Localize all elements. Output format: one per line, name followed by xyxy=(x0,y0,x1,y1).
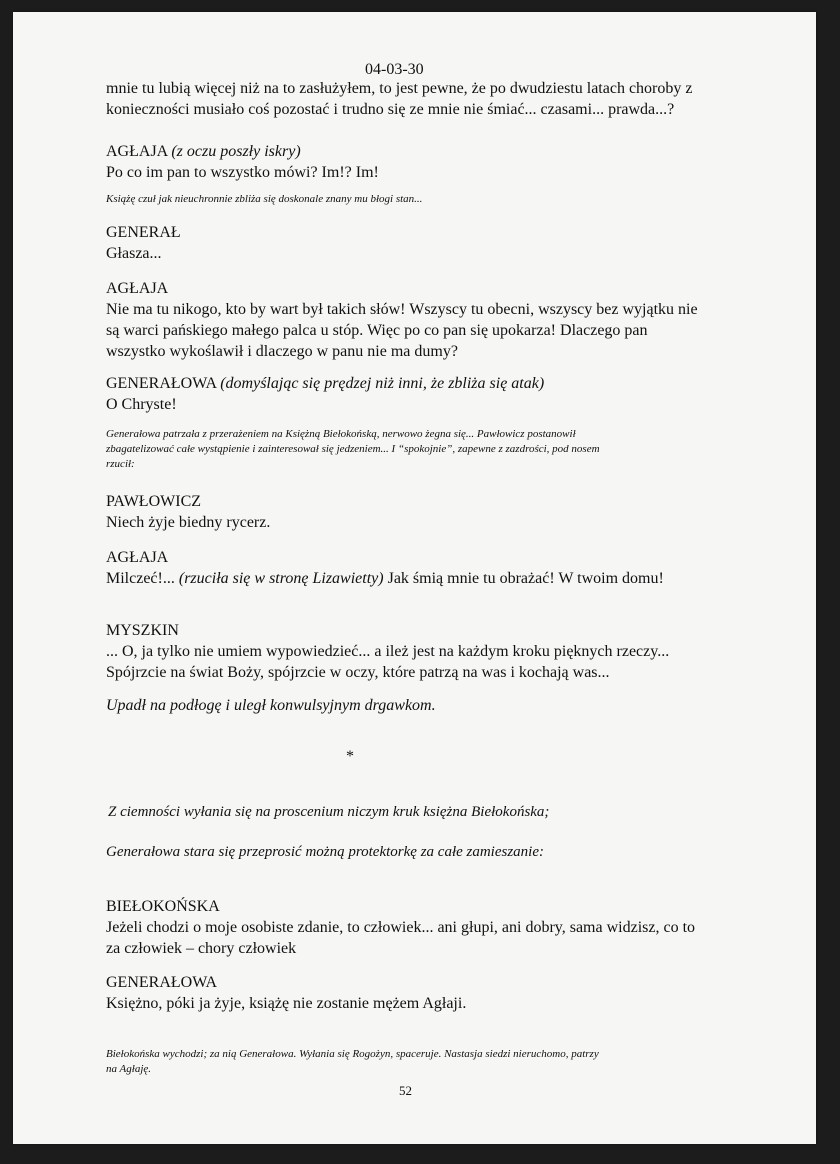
dialogue-generalowa-1 xyxy=(106,373,544,415)
dialogue-generalowa-2 xyxy=(106,972,466,1014)
dialogue-aglaja-3 xyxy=(106,547,664,589)
stage-note: Z ciemności wyłania się na proscenium niczym kruk księżna Biełokońska; xyxy=(108,804,550,820)
scene-separator: * xyxy=(346,748,354,765)
text-line: Nie ma tu nikogo, kto by wart był takich słów! Wszyscy tu obecni, wszyscy bez wyjątku nie xyxy=(106,301,698,318)
speaker-name: BIEŁOKOŃSKA xyxy=(106,898,220,915)
speaker-name: AGŁAJA xyxy=(106,280,169,297)
text-line: zbagatelizować całe wystąpienie i zainteresował się jedzeniem... I “spokojnie”, zapewne z zazdrości, pod nosem xyxy=(106,443,600,455)
stage-note: Książę czuł jak nieuchronnie zbliża się doskonale znany mu błogi stan... xyxy=(106,193,423,205)
stage-direction: (domyślając się prędzej niż inni, że zbliża się atak) xyxy=(220,375,545,392)
text-part: Jak śmią mnie tu obrażać! W twoim domu! xyxy=(387,570,664,587)
dialogue-aglaja-2 xyxy=(106,278,698,362)
stage-direction: (rzuciła się w stronę Lizawietty) xyxy=(178,570,384,587)
stage-note: Generałowa stara się przeprosić możną protektorkę za całe zamieszanie: xyxy=(106,844,545,860)
text-line: wszystko wykoślawił i dlaczego w panu nie ma dumy? xyxy=(106,343,458,360)
text-line: Jeżeli chodzi o moje osobiste zdanie, to człowiek... ani głupi, ani dobry, sama widzisz, co to xyxy=(106,919,696,936)
page-number: 52 xyxy=(399,1083,412,1098)
stage-note xyxy=(106,427,600,472)
stage-direction: (z oczu poszły iskry) xyxy=(171,143,301,160)
speaker-name: GENERAŁOWA xyxy=(106,974,218,991)
dialogue-bielokonska xyxy=(106,896,695,959)
speaker-name: GENERAŁ xyxy=(106,224,181,241)
text-line: Generałowa patrzała z przerażeniem na Księżną Biełokońską, nerwowo żegna się... Pawłowicz postanowił xyxy=(106,428,576,440)
document-page xyxy=(13,12,816,1144)
text-line: O Chryste! xyxy=(106,396,177,413)
page-date: 04-03-30 xyxy=(365,61,424,78)
speaker-name: MYSZKIN xyxy=(106,622,179,639)
text-line: na Agłaję. xyxy=(106,1063,152,1075)
dialogue-continuation xyxy=(106,78,692,120)
dialogue-aglaja-1 xyxy=(106,141,379,183)
text-line: Po co im pan to wszystko mówi? Im!? Im! xyxy=(106,164,379,181)
text-line: mnie tu lubią więcej niż na to zasłużyłem, to jest pewne, że po dwudziestu latach choroby z xyxy=(106,80,693,97)
text-line: za człowiek – chory człowiek xyxy=(106,940,297,957)
speaker-name: GENERAŁOWA xyxy=(106,375,217,392)
dialogue-pawlowicz xyxy=(106,491,270,533)
stage-note: Upadł na podłogę i uległ konwulsyjnym drgawkom. xyxy=(106,697,436,714)
text-line: rzucił: xyxy=(106,458,135,470)
text-line: konieczności musiało coś pozostać i trudno się ze mnie nie śmiać... czasami... prawda...? xyxy=(106,101,675,118)
stage-note xyxy=(106,1047,599,1077)
text-line: Głasza... xyxy=(106,245,162,262)
dialogue-myszkin xyxy=(106,620,669,683)
text-line: Księżno, póki ja żyje, książę nie zostanie mężem Agłaji. xyxy=(106,995,467,1012)
text-line: są warci pańskiego małego palca u stóp. Więc po co pan się upokarza! Dlaczego pan xyxy=(106,322,648,339)
text-line: Spójrzcie na świat Boży, spójrzcie w oczy, które patrzą na was i kochają was... xyxy=(106,664,610,681)
dialogue-general xyxy=(106,222,181,264)
text-line: Niech żyje biedny rycerz. xyxy=(106,514,271,531)
speaker-name: AGŁAJA xyxy=(106,549,169,566)
speaker-name: PAWŁOWICZ xyxy=(106,493,202,510)
text-line: Biełokońska wychodzi; za nią Generałowa. Wyłania się Rogożyn, spaceruje. Nastasja siedzi nieruchomo, patrzy xyxy=(106,1048,599,1060)
speaker-name: AGŁAJA xyxy=(106,143,168,160)
text-line: ... O, ja tylko nie umiem wypowiedzieć... a ileż jest na każdym kroku pięknych rzeczy... xyxy=(106,643,670,660)
text-part: Milczeć!... xyxy=(106,570,175,587)
